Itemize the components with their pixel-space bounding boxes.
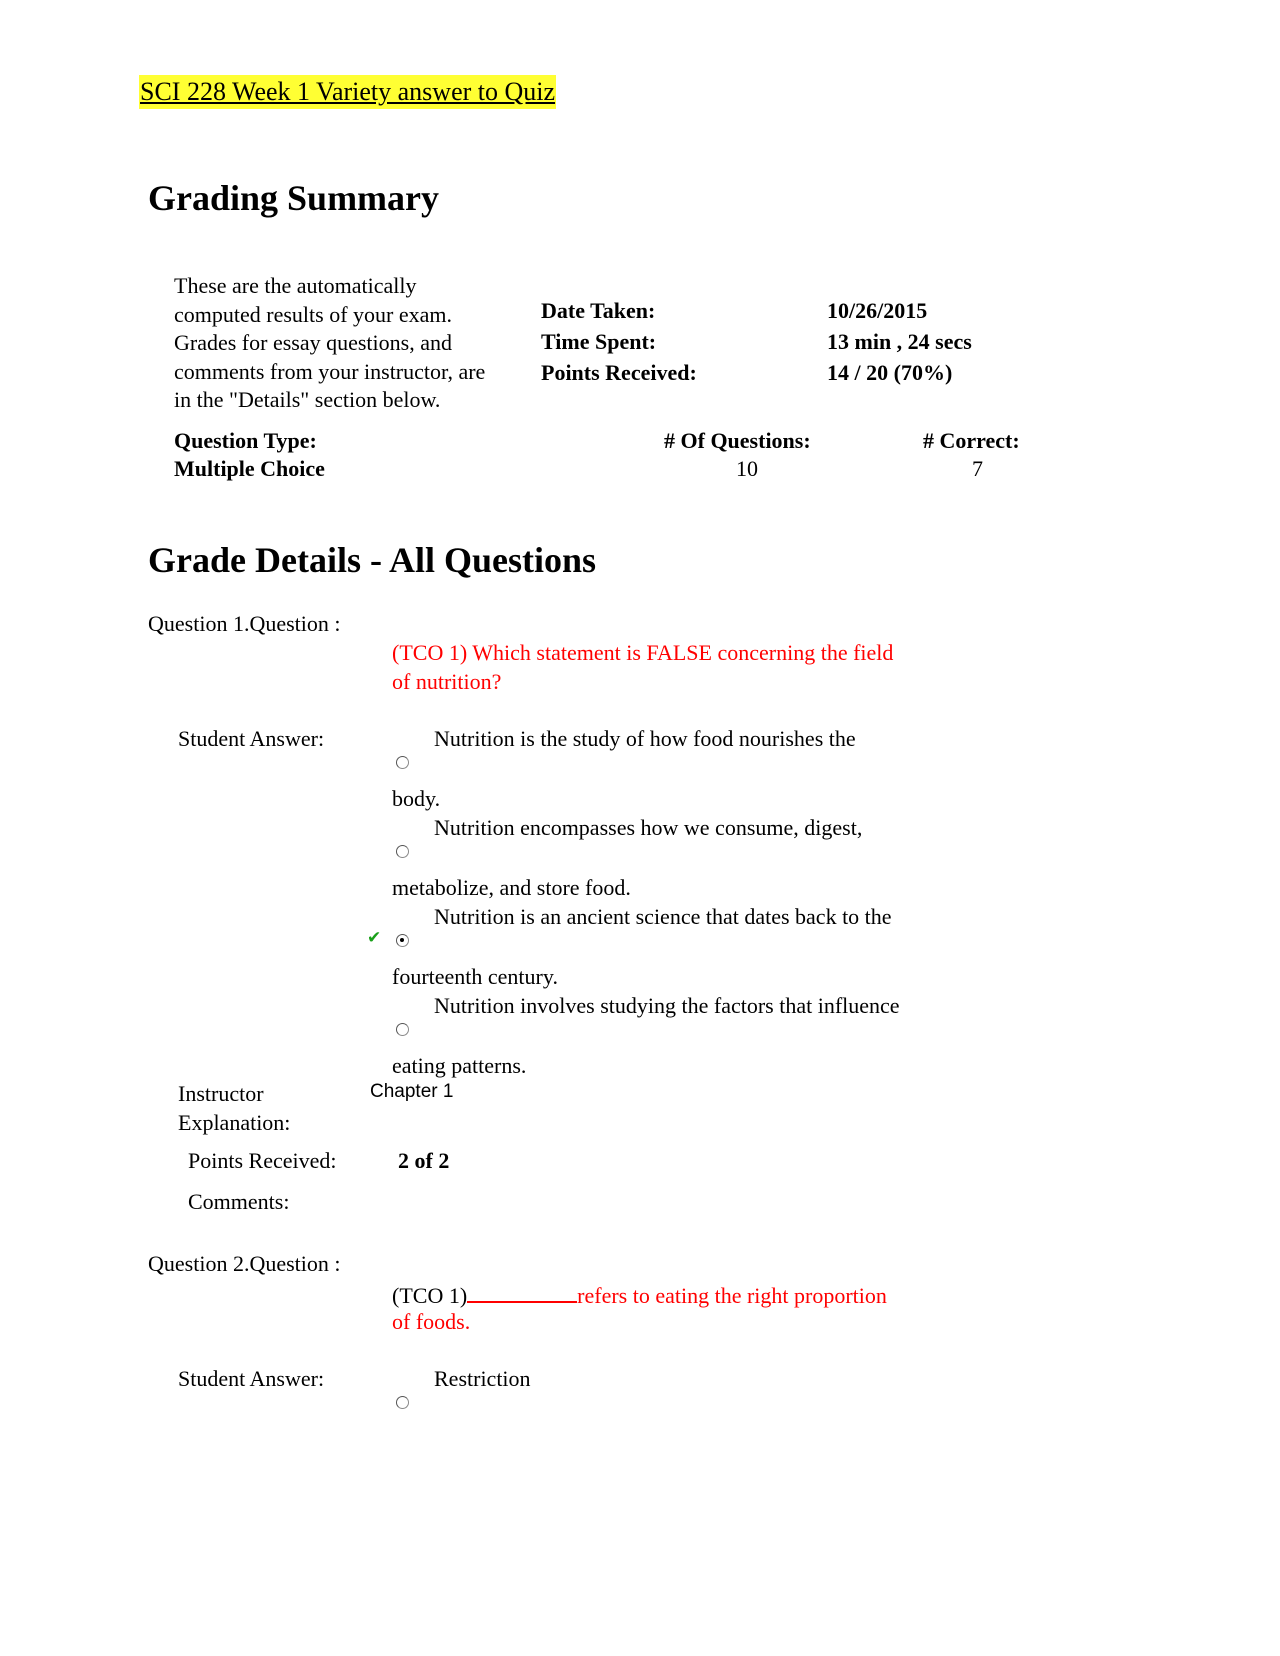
student-answer-label: Student Answer:: [178, 1366, 325, 1391]
intro-line: These are the automatically: [174, 273, 417, 298]
intro-line: in the "Details" section below.: [174, 387, 441, 412]
question-1-label: Question 1.Question :: [148, 611, 341, 636]
answer-radio-selected[interactable]: [396, 934, 409, 947]
num-questions-value: 10: [736, 456, 758, 481]
question-type-label: Question Type:: [174, 428, 317, 453]
option-text: Restriction: [434, 1366, 531, 1391]
fill-in-blank: [467, 1279, 577, 1303]
quiz-title-link[interactable]: SCI 228 Week 1 Variety answer to Quiz: [139, 75, 556, 109]
points-received-value: 2 of 2: [398, 1148, 450, 1173]
points-received-label: Points Received:: [188, 1148, 337, 1173]
question-type-value: Multiple Choice: [174, 456, 325, 481]
question-2-prefix: (TCO 1): [392, 1283, 468, 1308]
option-text-cont: metabolize, and store food.: [392, 875, 631, 900]
question-1-text-line1: (TCO 1) Which statement is FALSE concerning the field: [392, 640, 894, 665]
option-text: Nutrition encompasses how we consume, digest,: [434, 815, 863, 840]
question-2-text-line2: of foods.: [392, 1309, 471, 1334]
points-received-value: 14 / 20 (70%): [827, 360, 953, 385]
grading-summary-heading: Grading Summary: [148, 178, 440, 218]
question-2-label: Question 2.Question :: [148, 1251, 341, 1276]
question-2-text-line1: [392, 1279, 887, 1310]
instructor-explanation-label-line1: Instructor: [178, 1081, 264, 1106]
instructor-explanation-label-line2: Explanation:: [178, 1110, 291, 1135]
answer-radio[interactable]: [396, 1396, 409, 1409]
intro-line: comments from your instructor, are: [174, 358, 486, 384]
option-text-cont: eating patterns.: [392, 1053, 527, 1078]
time-spent-value: 13 min , 24 secs: [827, 329, 972, 354]
num-questions-label: # Of Questions:: [664, 428, 811, 453]
grading-summary-intro: [174, 272, 534, 415]
comments-label: Comments:: [188, 1189, 290, 1214]
student-answer-label: Student Answer:: [178, 726, 325, 751]
answer-radio[interactable]: [396, 756, 409, 769]
answer-radio[interactable]: [396, 1023, 409, 1036]
intro-line: Grades for essay questions, and: [174, 330, 452, 355]
option-text: Nutrition is an ancient science that dates back to the: [434, 904, 892, 929]
instructor-explanation-text: Chapter 1: [370, 1081, 454, 1102]
num-correct-value: 7: [972, 456, 983, 481]
time-spent-label: Time Spent:: [541, 329, 657, 354]
intro-line: computed results of your exam.: [174, 301, 452, 327]
date-taken-label: Date Taken:: [541, 298, 656, 323]
points-received-label: Points Received:: [541, 360, 697, 385]
option-text: Nutrition involves studying the factors that influence: [434, 993, 900, 1018]
option-text-cont: fourteenth century.: [392, 964, 558, 989]
question-1-text-line2: of nutrition?: [392, 669, 502, 694]
num-correct-label: # Correct:: [923, 428, 1020, 453]
option-text-cont: body.: [392, 786, 441, 811]
correct-check-icon: ✔: [367, 928, 382, 948]
grade-details-heading: Grade Details - All Questions: [148, 540, 596, 580]
date-taken-value: 10/26/2015: [827, 298, 928, 323]
answer-radio[interactable]: [396, 845, 409, 858]
option-text: Nutrition is the study of how food nourishes the: [434, 726, 856, 751]
question-2-text-after: refers to eating the right proportion: [577, 1283, 887, 1308]
